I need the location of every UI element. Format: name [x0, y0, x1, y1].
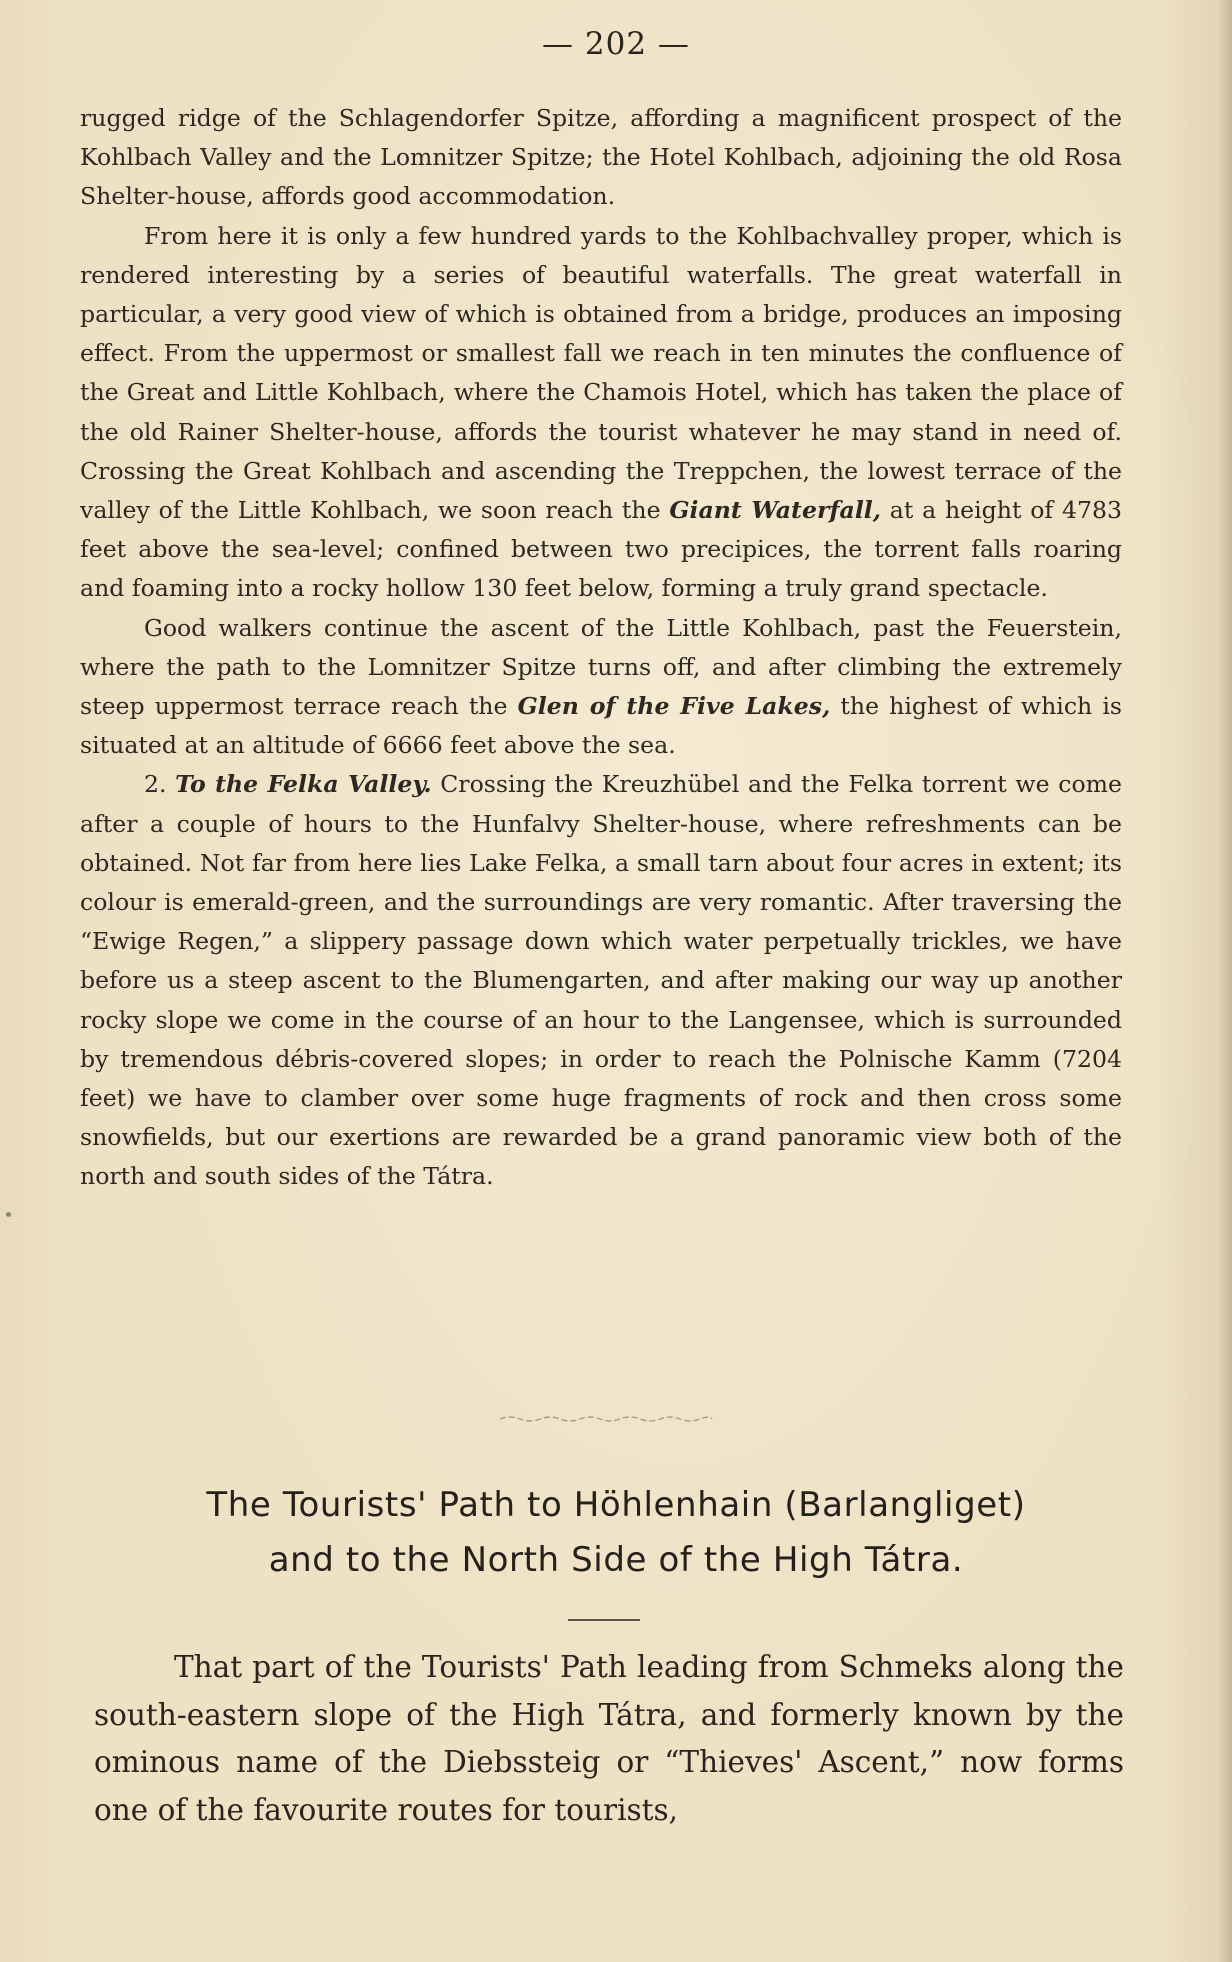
body-paragraph — [80, 765, 1122, 1196]
body-text — [80, 99, 1122, 1197]
text-run: From here it is only a few hundred yards to the Kohlbachvalley proper, which is rendered interesting by a series of beautiful waterfalls. The great waterfall in particular, a very good view of which is obtained from a bridge, produces an imposing effect. From the uppermost or smallest fall we reach in ten minutes the confluence of the Great and Little Kohlbach, where the Chamois Hotel, which has taken the place of the old Rainer Shelter-house, affords the tourist whatever he may stand in need of. Crossing the Great Kohlbach and ascending the Treppchen, the lowest terrace of the valley of the Little Kohlbach, we soon reach the — [80, 221, 1122, 525]
body-paragraph — [80, 99, 1122, 217]
body-paragraph — [80, 609, 1122, 766]
heading-rule — [568, 1619, 640, 1621]
section-heading — [0, 1478, 1232, 1588]
italic-phrase: To the Felka Valley. — [175, 770, 432, 799]
page-edge-shadow — [1218, 0, 1232, 1962]
section-heading-line-2: and to the North Side of the High Tátra. — [268, 1540, 964, 1580]
body-paragraph — [80, 217, 1122, 609]
text-run: rugged ridge of the Schlagendorfer Spitze, affording a magnificent prospect of the Kohlbach Valley and the Lomnitzer Spitze; the Hotel Kohlbach, adjoining the old Rosa Shelter-house, affords good accommodation. — [80, 104, 1122, 211]
text-run: the highest of which is situated at an altitude of 6666 feet above the sea. — [80, 692, 1123, 760]
section-divider-ornament — [498, 1412, 714, 1424]
text-run: Good walkers continue the ascent of the Little Kohlbach, past the Feuerstein, where the path to the Lomnitzer Spitze turns off, and after climbing the extremely steep uppermost terrace reach the — [80, 613, 1122, 721]
italic-phrase: Giant Waterfall, — [669, 496, 881, 525]
text-run: at a height of 4783 feet above the sea-level; confined between two precipices, the torrent falls roaring and foaming into a rocky hollow 130 feet below, forming a truly grand spectacle. — [80, 496, 1122, 603]
section-lead-paragraph: That part of the Tourists' Path leading from Schmeks along the south-eastern slope of the High Tátra, and formerly known by the ominous name of the Diebssteig or “Thieves' Ascent,” now forms one of the favourite routes for tourists, — [94, 1650, 1124, 1827]
text-run: 2. — [144, 770, 176, 799]
margin-speck — [6, 1212, 11, 1217]
italic-phrase: Glen of the Five Lakes, — [517, 692, 831, 721]
page-number: — 202 — — [542, 26, 690, 62]
section-heading-line-1: The Tourists' Path to Höhlenhain (Barlangliget) — [206, 1485, 1026, 1525]
text-run: Crossing the Kreuzhübel and the Felka torrent we come after a couple of hours to the Hunfalvy Shelter-house, where refreshments can be obtained. Not far from here lies Lake Felka, a small tarn about four acres in extent; its colour is emerald-green, and the surroundings are very romantic. After traversing the “Ewige Regen,” a slippery passage down which water perpetually trickles, we have before us a steep ascent to the Blumengarten, and after making our way up another rocky slope we come in the course of an hour to the Langensee, which is surrounded by tremendous débris-covered slopes; in order to reach the Polnische Kamm (7204 feet) we have to clamber over some huge fragments of rock and then cross some snowfields, but our exertions are rewarded be a grand panoramic view both of the north and south sides of the Tátra. — [80, 770, 1122, 1191]
